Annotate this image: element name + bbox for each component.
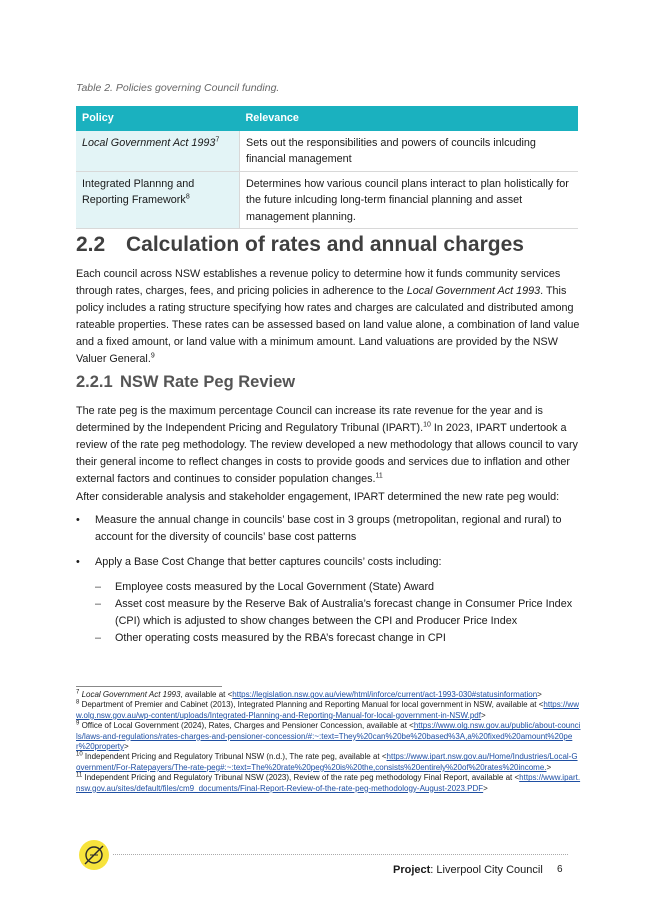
bullet-icon: • xyxy=(76,514,80,526)
footnote-ref[interactable]: 11 xyxy=(375,472,383,480)
subsection-number: 2.2.1 xyxy=(76,373,113,391)
footnote: $^7$ Local Government Act 1993, available at <https://legislation.nsw.gov.au/view/html/inforce/current/act-1993-030#statusinformation> xyxy=(76,689,542,699)
list-item: • Measure the annual change in councils’ base cost in 3 groups (metropolitan, regional and rural) to account for the diversity of councils’ base cost patterns xyxy=(76,514,562,543)
footnote-ref[interactable]: 10 xyxy=(423,421,431,429)
footer-divider xyxy=(113,854,568,855)
list-item: • Apply a Base Cost Change that better captures councils’ costs including: xyxy=(76,554,581,571)
footer-project: Project: Liverpool City Council xyxy=(393,864,543,876)
footnotes xyxy=(76,690,581,794)
footnote-ref[interactable]: 8 xyxy=(185,193,190,201)
relevance-cell: Sets out the responsibilities and powers of councils inlcuding financial management xyxy=(240,131,579,172)
subsection-heading xyxy=(76,373,295,392)
list-item: – Employee costs measured by the Local Government (State) Award xyxy=(76,579,581,596)
page-number: 6 xyxy=(557,864,563,875)
list-item: – Other operating costs measured by the RBA’s forecast change in CPI xyxy=(76,630,581,647)
table-header-policy: Policy xyxy=(76,106,240,131)
policies-table xyxy=(76,106,578,229)
footnote-divider xyxy=(76,686,222,687)
table-row xyxy=(76,171,578,229)
rate-peg-paragraph: The rate peg is the maximum percentage Council can increase its rate revenue for the year and is determined by the Independent Pricing and Regulatory Tribunal (IPART).$^{10}$ In 2023, IPART undertook a review of the rate peg methodology. The review developed a new methodology that allows council to vary their general income to reflect changes in costs to provide goods and services due to inflation and other external factors and continues to consider population changes.$^{11}$ xyxy=(76,405,578,485)
table-caption: Table 2. Policies governing Council funding. xyxy=(76,82,280,94)
footnote-link[interactable]: https://www.olg.nsw.gov.au/wp-content/uploads/Integrated-Planning-and-Reporting-Manual-for-local-government-in-NSW.pdf xyxy=(76,700,579,720)
footnote-link[interactable]: https://www.ipart.nsw.gov.au/Home/Industries/Local-Government/For-Ratepayers/The-rate-peg#:~:text=The%20rate%20peg%20is%20the,consists%20entirely%20of%20rates%20income. xyxy=(76,752,578,772)
footnote-link[interactable]: https://www.olg.nsw.gov.au/public/about-councils/laws-and-regulations/rates-charges-and-pensioner-concession/#:~:text=They%20can%20be%20based%3A,a%20fixed%20amount%20per%20property xyxy=(76,721,581,752)
footnote-link[interactable]: https://legislation.nsw.gov.au/view/html/inforce/current/act-1993-030#statusinformation xyxy=(232,690,538,699)
table-row xyxy=(76,131,578,172)
list-item: – Asset cost measure by the Reserve Bak of Australia’s forecast change in Consumer Price Index (CPI) which is adjusted to show changes between the CPI and Producer Price Index xyxy=(95,598,573,627)
dash-icon: – xyxy=(95,598,102,610)
dash-icon: – xyxy=(95,581,102,593)
relevance-cell: Determines how various council plans interact to plan holistically for the future inlcuding long-term financial planning and asset management planning. xyxy=(240,171,579,229)
subsection-title: NSW Rate Peg Review xyxy=(120,373,296,391)
policy-cell: Integrated Plannng and Reporting Framework$^8$ xyxy=(76,171,240,229)
footnote: $^{10}$ Independent Pricing and Regulatory Tribunal NSW (n.d.), The rate peg, available at <https://www.ipart.nsw.gov.au/Home/Industries/Local-Government/For-Ratepayers/The-rate-peg#:~:text=The%20rate%20peg%20is%20the,consists%20entirely%20of%20rates%20income.> xyxy=(76,751,578,772)
bullet-list xyxy=(76,512,581,647)
footnote: $^8$ Department of Premier and Cabinet (2013), Integrated Planning and Reporting Manual for local government in NSW, available at <https://www.olg.nsw.gov.au/wp-content/uploads/Integrated-Planning-and-Reporting-Manual-for-local-government-in-NSW.pdf> xyxy=(76,699,579,720)
section-title: Calculation of rates and annual charges xyxy=(126,233,524,256)
section-heading xyxy=(76,233,524,257)
footnote-ref[interactable]: 9 xyxy=(150,352,155,360)
dash-icon: – xyxy=(95,632,102,644)
footnote: $^9$ Office of Local Government (2024), Rates, Charges and Pensioner Concession, available at <https://www.olg.nsw.gov.au/public/about-councils/laws-and-regulations/rates-charges-and-pensioner-concession/#:~:text=They%20can%20be%20based%3A,a%20fixed%20amount%20per%20property> xyxy=(76,720,581,752)
policy-cell: Local Government Act 1993$^7$ xyxy=(76,131,240,172)
footnote-link[interactable]: https://www.ipart.nsw.gov.au/sites/default/files/cm9_documents/Final-Report-Review-of-the-rate-peg-methodology-August-2023.PDF xyxy=(76,773,581,793)
ipart-paragraph: After considerable analysis and stakeholder engagement, IPART determined the new rate peg would: xyxy=(76,491,560,503)
section-paragraph: Each council across NSW establishes a revenue policy to determine how it funds community services through rates, charges, fees, and pricing policies in adherence to the Local Government Act 1993. This policy includes a rating structure specifying how rates and charges are calculated and distributed among rateable properties. These rates can be assessed based on land value alone, a combination of land value and a fixed amount, or land value with a minimum amount. Land valuations are provided by the NSW Valuer General.$^9$ xyxy=(76,268,580,365)
company-logo-icon xyxy=(78,839,110,871)
section-number: 2.2 xyxy=(76,233,106,256)
table-header-relevance: Relevance xyxy=(240,106,579,131)
bullet-icon: • xyxy=(76,556,80,568)
footnote-ref[interactable]: 7 xyxy=(215,135,220,143)
footnote: $^{11}$ Independent Pricing and Regulatory Tribunal NSW (2023), Review of the rate peg methodology Final Report, available at <https://www.ipart.nsw.gov.au/sites/default/files/cm9_documents/Final-Report-Review-of-the-rate-peg-methodology-August-2023.PDF> xyxy=(76,772,581,793)
